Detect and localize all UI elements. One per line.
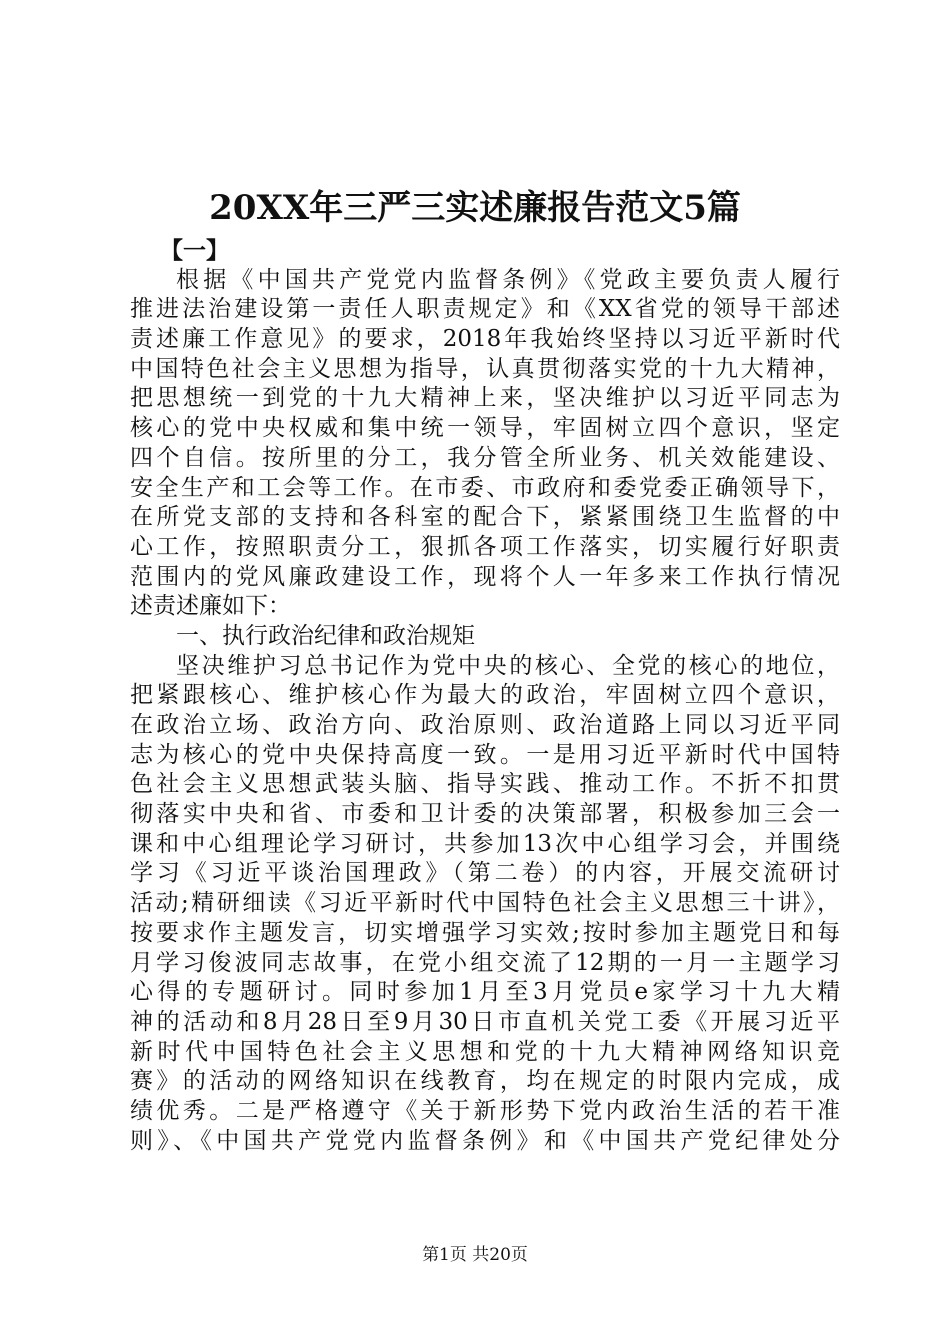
document-body <box>130 236 840 1156</box>
paragraph-line: 则》、《中国共产党党内监督条例》和《中国共产党纪律处分 <box>130 1127 840 1154</box>
paragraph-line: 色社会主义思想武装头脑、指导实践、推动工作。不折不扣贯 <box>130 771 840 798</box>
paragraph-line: 学习《习近平谈治国理政》（第二卷）的内容，开展交流研讨 <box>130 860 840 887</box>
paragraph-line: 中国特色社会主义思想为指导，认真贯彻落实党的十九大精神， <box>130 355 840 382</box>
paragraph-line: 范围内的党风廉政建设工作，现将个人一年多来工作执行情况 <box>130 563 840 590</box>
paragraph-line: 在政治立场、政治方向、政治原则、政治道路上同以习近平同 <box>130 712 840 738</box>
paragraph-line: 彻落实中央和省、市委和卫计委的决策部署，积极参加三会一 <box>130 801 840 828</box>
paragraph-line: 心工作，按照职责分工，狠抓各项工作落实，切实履行好职责 <box>130 533 840 560</box>
paragraph-line: 四个自信。按所里的分工，我分管全所业务、机关效能建设、 <box>130 444 840 471</box>
paragraph-line: 赛》的活动的网络知识在线教育，均在规定的时限内完成，成 <box>130 1068 840 1095</box>
paragraph-line: 志为核心的党中央保持高度一致。一是用习近平新时代中国特 <box>130 741 840 768</box>
paragraph-line: 绩优秀。二是严格遵守《关于新形势下党内政治生活的若干准 <box>130 1097 840 1124</box>
paragraph-line: 按要求作主题发言，切实增强学习实效;按时参加主题党日和每 <box>130 919 840 946</box>
paragraph-line: 责述廉工作意见》的要求，2018年我始终坚持以习近平新时代 <box>130 326 840 353</box>
paragraph-line: 述责述廉如下： <box>130 593 291 620</box>
paragraph-line: 神的活动和8月28日至9月30日市直机关党工委《开展习近平 <box>130 1008 840 1035</box>
paragraph-line: 在所党支部的支持和各科室的配合下，紧紧围绕卫生监督的中 <box>130 504 840 531</box>
document-title: 20XX年三严三实述廉报告范文5篇 <box>209 188 741 228</box>
paragraph-line: 坚决维护习总书记作为党中央的核心、全党的核心的地位， <box>176 652 840 679</box>
paragraph-line: 把思想统一到党的十九大精神上来，坚决维护以习近平同志为 <box>130 385 840 412</box>
page-footer: 第1页 共20页 <box>422 1245 528 1265</box>
paragraph-line: 根据《中国共产党党内监督条例》《党政主要负责人履行 <box>176 266 840 293</box>
paragraph-line: 心得的专题研讨。同时参加1月至3月党员e家学习十九大精 <box>130 979 840 1006</box>
paragraph-line: 课和中心组理论学习研讨，共参加13次中心组学习会，并围绕 <box>130 830 840 857</box>
paragraph-line: 活动;精研细读《习近平新时代中国特色社会主义思想三十讲》， <box>130 890 840 917</box>
paragraph-line: 新时代中国特色社会主义思想和党的十九大精神网络知识竞 <box>130 1038 840 1065</box>
paragraph-line: 把紧跟核心、维护核心作为最大的政治，牢固树立四个意识， <box>130 682 840 709</box>
section-heading: 一、执行政治纪律和政治规矩 <box>176 622 475 649</box>
paragraph-line: 核心的党中央权威和集中统一领导，牢固树立四个意识，坚定 <box>130 415 840 442</box>
section-label: 【一】 <box>160 237 229 264</box>
paragraph-line: 月学习俊波同志故事，在党小组交流了12期的一月一主题学习 <box>130 949 840 976</box>
paragraph-line: 安全生产和工会等工作。在市委、市政府和委党委正确领导下， <box>130 474 840 501</box>
paragraph-line: 推进法治建设第一责任人职责规定》和《XX省党的领导干部述 <box>130 296 840 323</box>
